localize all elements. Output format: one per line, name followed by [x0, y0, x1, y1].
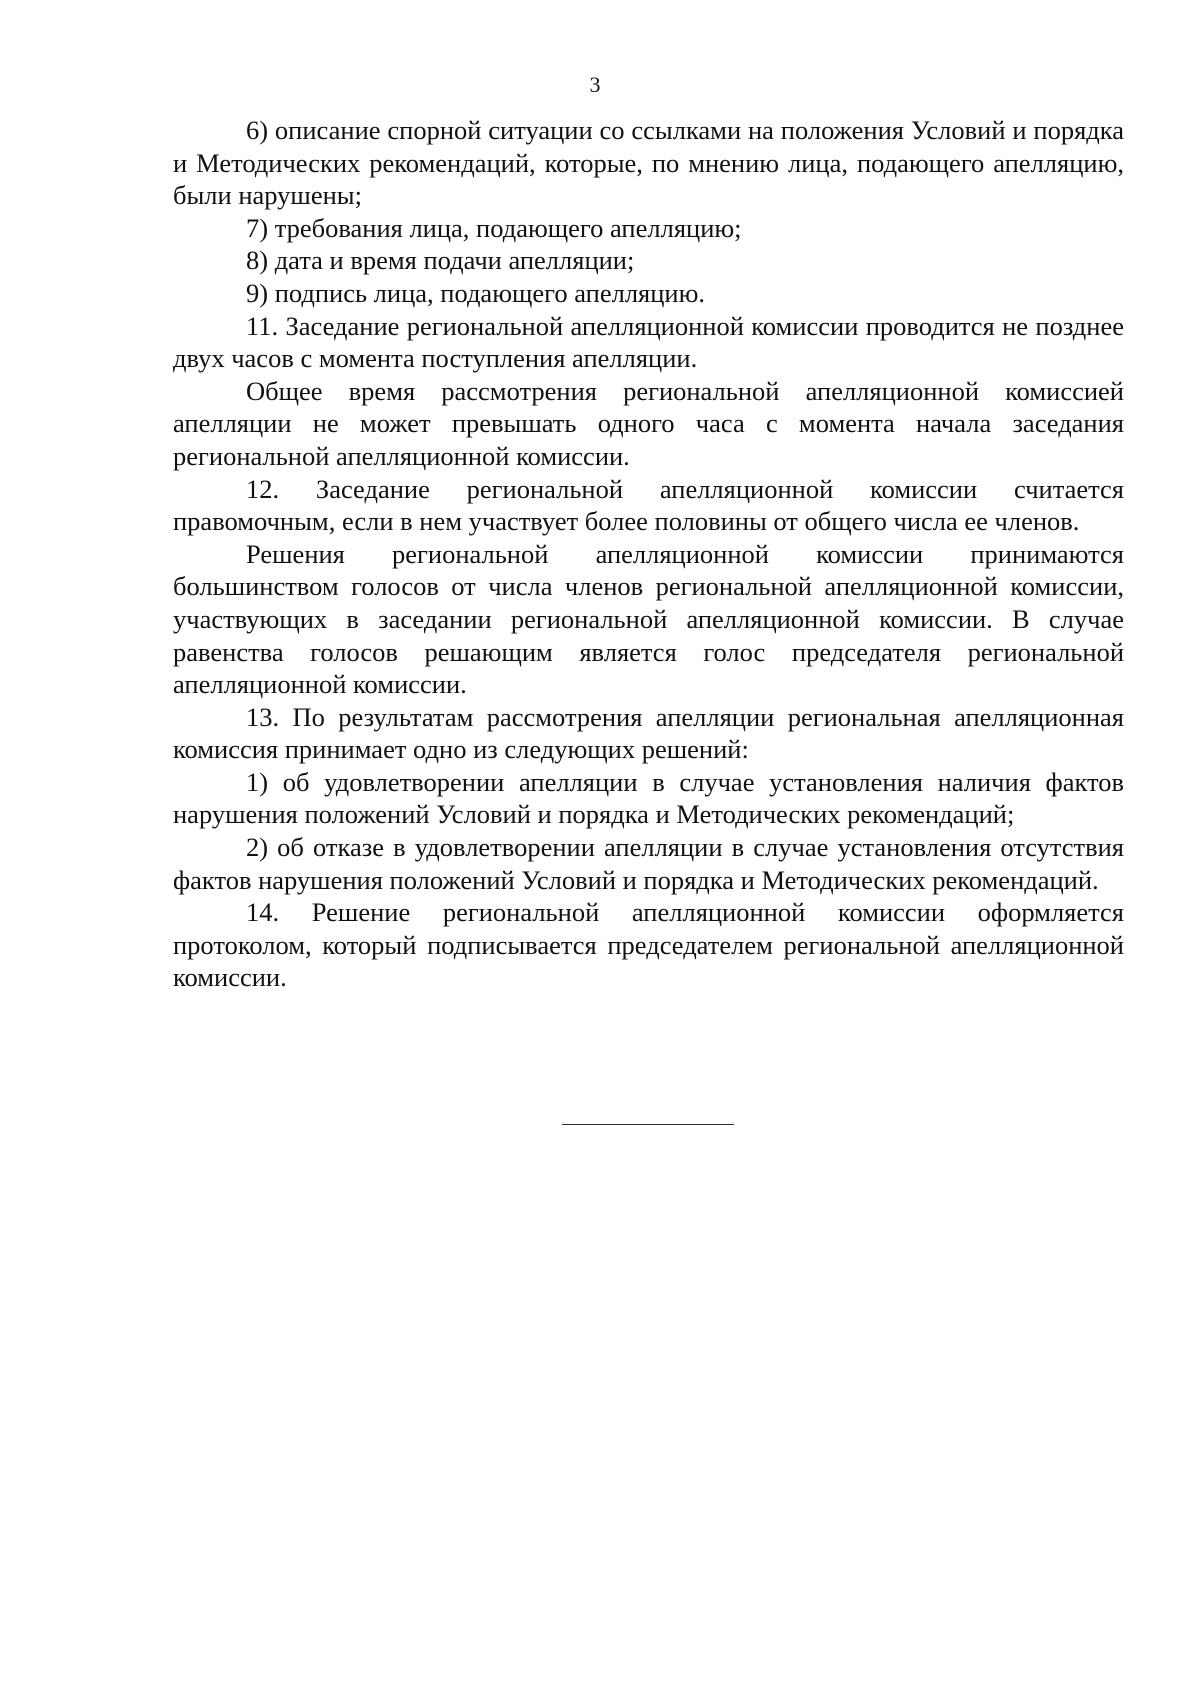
- paragraph-item-7: 7) требования лица, подающего апелляцию;: [246, 212, 742, 243]
- paragraph-clause-14: 14. Решение региональной апелляционной комиссии оформляется протоколом, который подписывается председателем региональной апелляционной комиссии.: [173, 897, 1124, 993]
- paragraph-item-9: 9) подпись лица, подающего апелляцию.: [246, 277, 706, 308]
- document-body: [173, 114, 1124, 994]
- paragraph-clause-12-continued: Решения региональной апелляционной комиссии принимаются большинством голосов от числа членов региональной апелляционной комиссии, участвующих в заседании региональной апелляционной комиссии. В случае равенства голосов решающим является голос председателя региональной апелляционной комиссии.: [173, 538, 1124, 700]
- paragraph-item-6: 6) описание спорной ситуации со ссылками на положения Условий и порядка и Методических рекомендаций, которые, по мнению лица, подающего апелляцию, были нарушены;: [173, 115, 1124, 211]
- paragraph-item-8: 8) дата и время подачи апелляции;: [246, 245, 635, 276]
- page-number: 3: [589, 72, 601, 97]
- paragraph-clause-13-option-1: 1) об удовлетворении апелляции в случае установления наличия фактов нарушения положений Условий и порядка и Методических рекомендаций;: [173, 766, 1124, 830]
- paragraph-clause-13-option-2: 2) об отказе в удовлетворении апелляции в случае установления отсутствия фактов нарушения положений Условий и порядка и Методических рекомендаций.: [173, 832, 1124, 895]
- paragraph-clause-12: 12. Заседание региональной апелляционной комиссии считается правомочным, если в нем участвует более половины от общего числа ее членов.: [173, 473, 1124, 537]
- paragraph-clause-13: 13. По результатам рассмотрения апелляции региональная апелляционная комиссия принимает одно из следующих решений:: [173, 701, 1124, 765]
- paragraph-clause-11-continued: Общее время рассмотрения региональной апелляционной комиссией апелляции не может превышать одного часа с момента начала заседания региональной апелляционной комиссии.: [173, 375, 1124, 471]
- paragraph-clause-11: 11. Заседание региональной апелляционной комиссии проводится не позднее двух часов с момента поступления апелляции.: [173, 310, 1124, 374]
- end-of-document-rule: [562, 1124, 734, 1125]
